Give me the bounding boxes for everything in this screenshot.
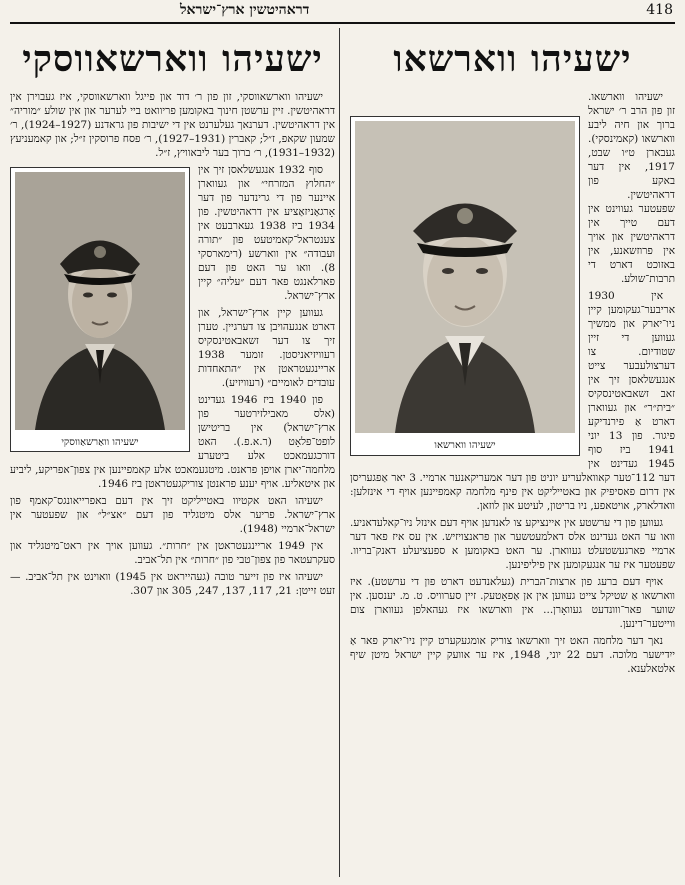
running-head: דראהיטשין ארץ־ישראל — [180, 2, 310, 18]
page-number: 418 — [646, 2, 673, 18]
paragraph: ישעיהו ווארשאווסקי, זון פון ר׳ דוד און פייגל ווארשאווסקי, איז געבוירן אין דראהיטשין. זיין ערשטן חינוך באקומען פריוואט ביי לערער און אין שולע ״מוריה״ אין דראהיטשין. דערנאך געלערנט אין די ישיבות פון גראדנע (1927–1924), ר׳ שמעון שקאפ, ז״ל; קאברין (1931–1927), ר׳ פסח פרוסקין ז״ל; און קאמעניעץ (1932–1931), ר׳ ברוך בער ליבאוויץ, ז״ל. — [10, 91, 335, 159]
page-header — [10, 0, 675, 24]
paragraph: נאך דער מלחמה האט זיך ווארשאו צוריק אומגעקערט קיין ניו־יארק פאר אַ ייִדישער מלוכה. דעם 22 יוני, 1948, איז ער אוועק קיין ישראל מיטן שיף אלטאלענא. — [350, 635, 675, 675]
paragraph: ישעיהו האט אקטיוו באטייליקט זיך אין דעם באפרייאונגס־קאמף פון ארץ־ישראל. פריער אלס מיטגליד פון דעם ״אצ״ל״ און שפעטער אין ישראל־ארמיי (1948). — [10, 495, 335, 535]
soldier-portrait-image — [15, 172, 185, 430]
paragraph: געווען פון די ערשטע אין איינציקע צו לאנדען אויף דעם אינזל ניו־קאלעדאניע. וואו ער האט געדינט אלס דאלמעטשער און פראנצויזיש. אין עס איז פאר דער ארמיי פארגעשטעלט געווארן. ער האט באקומען א ספעציעלע דאנק־בריוו. שפעטער איז ער אנגעקומען אין פיליפינען. — [350, 517, 675, 571]
article-body — [350, 90, 675, 676]
column-divider — [339, 28, 340, 877]
soldier-portrait-image — [355, 121, 575, 433]
article-body — [10, 90, 335, 598]
article-warszawa — [350, 30, 675, 877]
paragraph: סוף 1932 אנגעשלאסן זיך אין ״החלוץ המזרחי״ און געווארן איינער פון די גרינדער פון דער אָרגאַניזאַציע אין דראהיטשין. פון 1934 ביז 1938 געארבעט אין צענטראל־קאמיטעט פון ״תורה ועבודה״ אין ווארשע (רימארסקי 8). וואו ער האט פון דעם פארלאנגט פאר דעם ״עליה״ קיין ארץ־ישראל. — [198, 164, 335, 302]
paragraph: געווען קיין ארץ־ישראל, און דארט אנגעהויבן צו דערגיין. טערן זיך צו דער זשאבאטינסקיס רעוויזיאניסטן. זומער 1938 אריינגעטראטן אין ״התאחדות עובדים לאומיים״ (רעוויזיע). — [198, 307, 335, 389]
paragraph: ישעיהו ווארשאו. זון פון הרב ר׳ ישראל ברוך און חיה ליבע ווארשאו (קאמינסקי). געבארן ט״ו שבט, 1917, אין דער באקע פון דראהיטשין. שפעטער געווינט אין דעם טייך אין דראהיטשין און אויך אין פרוזשאנע, אין באזוכט דארט די תרבות־שולע. — [588, 91, 675, 285]
article-warshawsky — [10, 30, 335, 877]
paragraph: פון 1940 ביז 1946 געדינט (אלס מאבילזירטער פון ארץ־ישראל) אין בריטישן לופט־פלאָט (ר.א.פ.). האט דורכגעמאכט אלע ביטערע מלחמה־יארן אויפן פראנט. מיטגעמאכט אלע קאמפיינען אין צפון־אפריקע, ליביע און איטאליע. אויף יענע פראנטן צוריקגעטראטן ביז 1946. — [10, 394, 335, 490]
photo-caption: ישעיהו וואַרשאַווסקי — [61, 437, 139, 448]
article-title: ישעיהו ווארשאווסקי — [22, 38, 323, 80]
portrait-photo — [10, 167, 190, 452]
portrait-photo — [350, 116, 580, 456]
photo-caption: ישעיהו ווארשאו — [434, 440, 496, 451]
paragraph: אין 1949 אריינגעטראטן אין ״חרות״. געווען אויך אין ראט־מיטגליד און סעקרעטאר פון צפון־טבי פון ״חרות״ אין תל־אביב. — [10, 540, 335, 566]
paragraph: אין 1930 אריבער־געקומען קיין ניו־יארק און ממשיך געווען די זיין שטודיום. צו דערצולעבער צייט אנגעשלאסן זיך אין זאב זשאבאטינסקיס ״בית״ר״ און געווארן דארט אַ פירנדיקע פיגור. פון 13 יוני 1941 ביז סוף 1945 געדינט אין דער 112־טער קאוואלעריע יוניט פון דער אמעריקאנער ארמיי. 3 יאר אַפגעריסן אין דרום פאסיפיק און באטייליקט אין פינף מלחמה קאמפיינען אויף די אינזלען: וואדלארק, אויטאפע, ניו בריטון, לעיטע און לוזאן. — [350, 290, 675, 512]
article-title: ישעיהו ווארשאו — [393, 38, 632, 80]
paragraph: אויף דעם ברעג פון ארצות־הברית (געלאנדעט דארט פון די ערשטע). איז ווארשאו אַ שטיקל צייט געווען אין אן אַפאָטעק. זיין סערוויס. ט. מ. יענסען. אין שווער פאר־ווונדעט געוואָרן... אין ווארשאו איז געהאלפן געווארן צום ווייטער־דינען. — [350, 576, 675, 630]
paragraph: ישעיהו איז פון זייער טובה (געהייראט אין 1945) וואוינט אין תל־אביב. — זעט זייטן: 21, 117, 137, 247, 305 און 307. — [10, 571, 335, 597]
